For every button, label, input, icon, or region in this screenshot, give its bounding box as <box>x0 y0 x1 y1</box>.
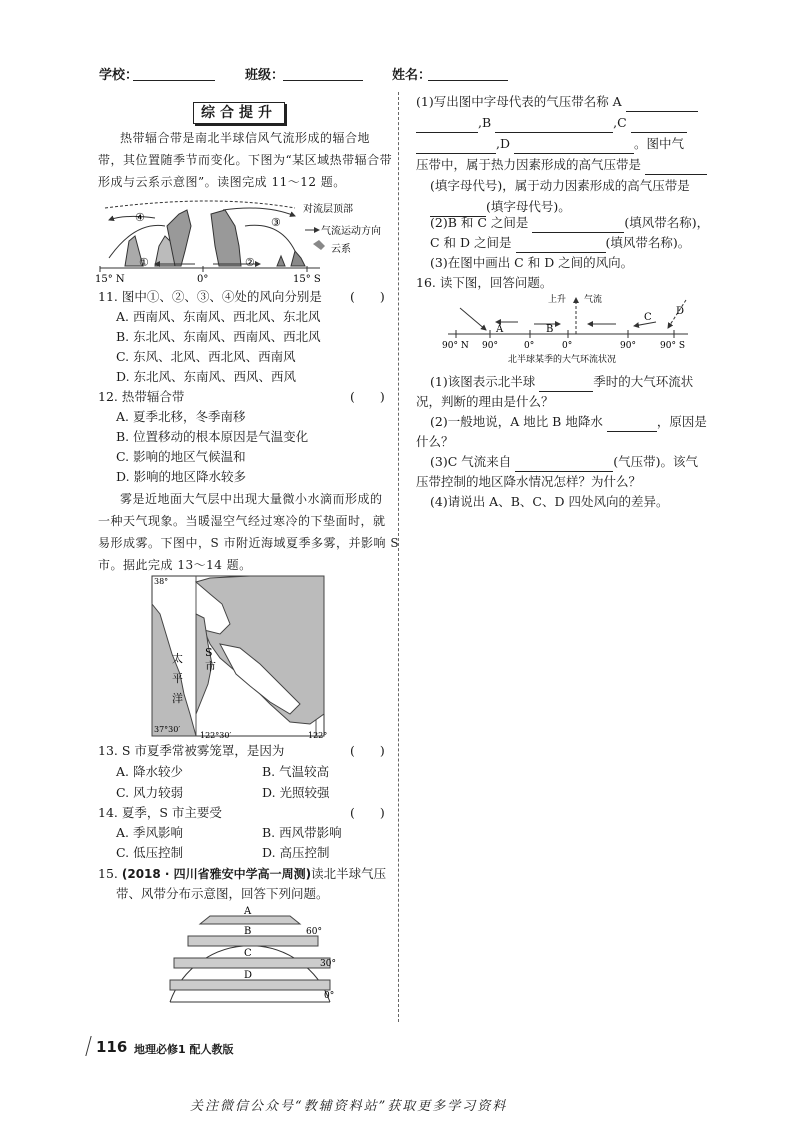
lat-30-label: 30° <box>320 959 336 969</box>
tick-90b: 90° <box>620 341 636 351</box>
page-number: 116 <box>96 1038 128 1056</box>
intro1-line2: 带，其位置随季节而变化。下图为“某区域热带辐合带 <box>98 153 393 167</box>
blank-season[interactable] <box>539 377 593 392</box>
ocean-label-2: 平 <box>172 672 183 685</box>
q16-stem: 16. 读下图，回答问题。 <box>416 275 553 290</box>
blank-c2[interactable] <box>416 139 496 154</box>
q16-4: (4)请说出 A、B、C、D 四处风向的差异。 <box>430 494 669 509</box>
q15-stem: 读北半球气压 <box>311 866 387 881</box>
lat-60-label: 60° <box>306 927 322 937</box>
q16-2-a: (2)一般地说，A 地比 B 地降水 <box>430 414 603 429</box>
cloud-shape <box>211 210 241 266</box>
intro2-line2: 一种天气现象。当暖湿空气经过寒冷的下垫面时，就 <box>98 514 386 528</box>
itcz-diagram <box>95 196 395 286</box>
q16-1-a: (1)该图表示北半球 <box>430 374 536 389</box>
map-lon-122-30: 122°30′ <box>200 731 232 740</box>
tick-0b: 0° <box>562 341 573 351</box>
tick-0a: 0° <box>524 341 535 351</box>
label-c: ,C <box>613 115 627 130</box>
q14-option-a[interactable]: A. 季风影响 <box>116 825 183 840</box>
city-char-label: 市 <box>205 660 216 673</box>
pressure-belt-diagram <box>160 902 350 1010</box>
class-label: 班级： <box>245 68 285 83</box>
label-b: ,B <box>478 115 492 130</box>
figure-caption: 北半球某季的大气环流状况 <box>508 355 617 365</box>
marker-2: ② <box>245 256 255 269</box>
point-b: B <box>546 324 554 335</box>
q15-1-line5: (填字母代号)，属于动力因素形成的高气压带是 <box>430 178 690 193</box>
q16-3-b: (气压带)。该气 <box>613 454 698 469</box>
label-cloud: 云系 <box>331 244 351 255</box>
map-lon-122: 122° <box>308 731 328 740</box>
bay-map <box>150 574 330 740</box>
q11-stem: 11. 图中①、②、③、④处的风向分别是 <box>98 289 322 304</box>
intro2-line4: 市。据此完成 13～14 题。 <box>98 558 252 572</box>
intro1-line1: 热带辐合带是南北半球信风气流形成的辐合地 <box>120 131 371 145</box>
q14-stem: 14. 夏季，S 市主要受 <box>98 805 222 820</box>
q16-1-b: 季时的大气环流状 <box>593 374 694 389</box>
school-field[interactable] <box>133 66 215 81</box>
q16-2-b: ，原因是 <box>656 414 707 429</box>
q11-option-c[interactable]: C. 东风、北风、西北风、西南风 <box>116 349 296 364</box>
cloud-shape <box>277 256 285 266</box>
blank-a2[interactable] <box>416 118 478 133</box>
blank-thermal[interactable] <box>645 160 707 175</box>
q12-option-d[interactable]: D. 影响的地区降水较多 <box>116 469 247 484</box>
tick-90s: 90° S <box>660 341 685 351</box>
q14-option-c[interactable]: C. 低压控制 <box>116 845 184 860</box>
blank-wind-cd[interactable] <box>516 238 606 253</box>
label-rising: 上升 <box>548 295 567 305</box>
q16-3-c: 压带控制的地区降水情况怎样？为什么？ <box>416 474 642 489</box>
q11-option-d[interactable]: D. 东北风、东南风、西风、西风 <box>116 369 297 384</box>
name-field[interactable] <box>428 66 508 81</box>
tick-90n: 90° N <box>442 341 469 351</box>
q13-option-d[interactable]: D. 光照较强 <box>262 785 330 800</box>
q15-2-line1: (2)B 和 C 之间是 <box>430 215 529 230</box>
q15-stem-line2: 带、风带分布示意图，回答下列问题。 <box>116 886 329 901</box>
blank-wind-bc[interactable] <box>532 218 624 233</box>
point-c: C <box>644 312 652 323</box>
q12-option-c[interactable]: C. 影响的地区气候温和 <box>116 449 246 464</box>
lat-15n: 15° N <box>95 274 125 285</box>
blank-c[interactable] <box>631 118 687 133</box>
q13-answer[interactable]: ( ) <box>350 743 385 758</box>
q14-option-b[interactable]: B. 西风带影响 <box>262 825 342 840</box>
city-s-label: S <box>205 646 213 659</box>
q13-option-b[interactable]: B. 气温较高 <box>262 764 330 779</box>
q12-answer[interactable]: ( ) <box>350 389 385 404</box>
q13-option-a[interactable]: A. 降水较少 <box>116 764 183 779</box>
q15-1-line4: 压带中，属于热力因素形成的高气压带是 <box>416 157 642 172</box>
section-title: 综合提升 <box>193 102 285 124</box>
q14-answer[interactable]: ( ) <box>350 805 385 820</box>
q16-1-c: 况，判断的理由是什么？ <box>416 394 554 409</box>
point-d: D <box>676 306 685 317</box>
q15-2-tail1: (填风带名称)， <box>624 215 710 230</box>
q11-option-a[interactable]: A. 西南风、东南风、西北风、东北风 <box>116 309 321 324</box>
q15-1-line1: (1)写出图中字母代表的气压带名称 A <box>416 94 622 109</box>
q15-2-tail2: (填风带名称)。 <box>605 235 691 250</box>
lat-15s: 15° S <box>293 274 321 285</box>
bottom-note: 关注微信公众号“教辅资料站”获取更多学习资料 <box>190 1099 508 1114</box>
belt-b-label: B <box>244 926 252 937</box>
tick-90: 90° <box>482 341 498 351</box>
school-label: 学校： <box>99 68 139 83</box>
belt-a-label: A <box>244 906 252 917</box>
name-label: 姓名： <box>392 68 432 83</box>
intro1-line3: 形成与云系示意图”。读图完成 11～12 题。 <box>98 175 346 189</box>
q15-3: (3)在图中画出 C 和 D 之间的风向。 <box>430 255 634 270</box>
q15-number: 15. <box>98 866 122 881</box>
q16-2-c: 什么？ <box>416 434 454 449</box>
blank-belt[interactable] <box>515 457 613 472</box>
q15-1-tail: 。图中气 <box>633 136 684 151</box>
blank-d[interactable] <box>514 139 634 154</box>
q11-answer[interactable]: ( ) <box>350 289 385 304</box>
q16-3-a: (3)C 气流来自 <box>430 454 512 469</box>
q13-stem: 13. S 市夏季常被雾笼罩，是因为 <box>98 743 285 758</box>
label-d: ,D <box>496 136 510 151</box>
marker-3: ③ <box>271 216 281 229</box>
intro2-line1: 雾是近地面大气层中出现大量微小水滴而形成的 <box>120 492 383 506</box>
lat-0-label: 0° <box>324 991 335 1001</box>
intro2-line3: 易形成雾。下图中，S 市附近海域夏季多雾，并影响 S <box>98 536 400 550</box>
q12-option-b[interactable]: B. 位置移动的根本原因是气温变化 <box>116 429 309 444</box>
column-divider <box>398 92 399 1022</box>
ocean-label-3: 洋 <box>172 692 183 705</box>
belt-c-label: C <box>244 948 252 959</box>
map-lat-38: 38° <box>154 577 169 586</box>
marker-4: ④ <box>135 211 145 224</box>
marker-1: ① <box>139 256 149 269</box>
q12-option-a[interactable]: A. 夏季北移，冬季南移 <box>116 409 246 424</box>
blank-precip[interactable] <box>607 417 657 432</box>
label-airflow-16: 气流 <box>584 295 603 305</box>
q12-stem: 12. 热带辐合带 <box>98 389 185 404</box>
blank-b[interactable] <box>495 118 613 133</box>
map-lat-37-30: 37°30′ <box>154 725 181 734</box>
blank-a[interactable] <box>626 97 698 112</box>
q15-source: (2018 · 四川省雅安中学高一周测) <box>121 867 312 881</box>
lat-0: 0° <box>197 274 209 285</box>
cloud-shape <box>291 251 305 266</box>
circulation-diagram <box>438 290 698 370</box>
q14-option-d[interactable]: D. 高压控制 <box>262 845 330 860</box>
q15-2-line2: C 和 D 之间是 <box>430 235 512 250</box>
label-tropopause: 对流层顶部 <box>303 204 353 215</box>
q15-1-line6: (填字母代号)。 <box>486 199 571 214</box>
q13-option-c[interactable]: C. 风力较弱 <box>116 785 184 800</box>
ocean-label-1: 太 <box>172 652 183 665</box>
footer-slash <box>85 1036 92 1056</box>
book-title: 地理必修1 配人教版 <box>134 1043 234 1056</box>
belt-d-label: D <box>244 970 253 981</box>
point-a: A <box>496 324 504 335</box>
q11-option-b[interactable]: B. 东北风、东南风、西南风、西北风 <box>116 329 321 344</box>
class-field[interactable] <box>283 66 363 81</box>
label-airflow: 气流运动方向 <box>321 226 381 237</box>
